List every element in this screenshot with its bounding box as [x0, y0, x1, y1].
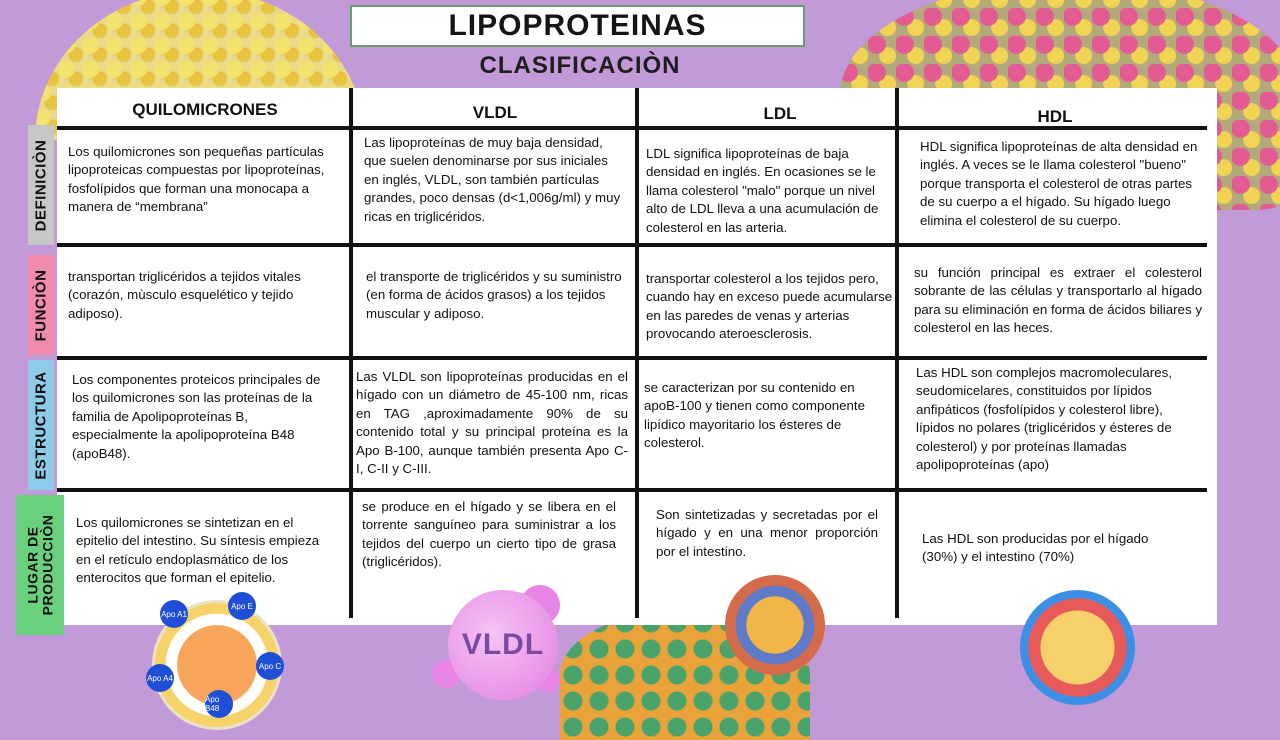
- column-header-hdl: HDL: [1037, 107, 1073, 126]
- cell-ldl-funcion: transportar colesterol a los tejidos pero, cuando hay en exceso puede acumularse en las paredes de venas y arterias provocando ateroesclerosis.: [646, 271, 893, 342]
- cell-quilomicrones-lugar: Los quilomicrones se sintetizan en el epitelio del intestino. Su síntesis empieza en el retículo endoplasmático de los enterocitos que forman el epitelio.: [76, 515, 320, 586]
- grid-line: [635, 88, 639, 618]
- grid-line: [57, 356, 1207, 360]
- row-label-funcion: FUNCIÒN: [28, 255, 54, 355]
- row-label-estructura: ESTRUCTURA: [28, 360, 54, 490]
- cell-ldl-estructura: se caracterizan por su contenido en apoB-100 y tienen como componente lipídico mayoritario los ésteres de colesterol.: [644, 380, 866, 451]
- cell-vldl-estructura: Las VLDL son lipoproteínas producidas en el hígado con un diámetro de 45-100 nm, ricas en TAG ,aproximadamente 90% de su contenido total y su principal proteína es la Apo B-100, aunque también presenta Apo C-I, C-II y C-III.: [356, 369, 628, 477]
- cell-quilomicrones-estructura: Los componentes proteicos principales de los quilomicrones son las proteínas de la familia de Apolipoproteínas B, especialmente la apolipoproteína B48 (apoB48).: [72, 372, 321, 461]
- apo-badge: Apo A1: [160, 600, 188, 628]
- cell-vldl-lugar: se produce en el hígado y se libera en el torrente sanguíneo para suministrar a los tejidos del cuerpo un cierto tipo de grasa (triglicéridos).: [362, 499, 616, 570]
- cell-vldl-funcion: el transporte de triglicéridos y su suministro (en forma de ácidos grasos) a los tejidos muscular y adiposo.: [366, 269, 622, 321]
- cell-hdl-definicion: HDL significa lipoproteínas de alta densidad en inglés. A veces se le llama colesterol "bueno" porque transporta el colesterol de otras partes de su cuerpo a el hígado. Su hígado luego elimina el colesterol de su cuerpo.: [920, 139, 1198, 228]
- row-label-definicion: DEFINICIÒN: [28, 125, 54, 245]
- grid-line: [895, 88, 899, 618]
- cell-hdl-estructura: Las HDL son complejos macromoleculares, seudomicelares, constituidos por lípidos anfipáticos (fosfolípidos y colesterol libre), lípidos no polares (triglicéridos y ésteres de colesterol) y por proteínas llamadas apolipoproteínas (apo): [916, 365, 1172, 473]
- cell-hdl-funcion: su función principal es extraer el colesterol sobrante de las células y transportarlo al hígado para su eliminación en forma de ácidos biliares y colesterol en las heces.: [914, 265, 1202, 336]
- column-header-vldl: VLDL: [472, 103, 518, 122]
- grid-line: [57, 126, 1207, 130]
- apo-badge: Apo E: [228, 592, 256, 620]
- cell-ldl-lugar: Son sintetizadas y secretadas por el hígado y en una menor proporción por el intestino.: [656, 507, 878, 559]
- apo-badge: Apo A4: [146, 664, 174, 692]
- apo-badge: Apo B48: [205, 690, 233, 718]
- vldl-logo: VLDL: [448, 590, 558, 700]
- page-subtitle: CLASIFICACIÒN: [479, 52, 681, 79]
- cell-quilomicrones-definicion: Los quilomicrones son pequeñas partículas lipoproteicas compuestas por lipoproteínas, fosfolípidos que forman una monocapa a manera de “membrana”: [68, 144, 325, 215]
- hdl-illustration: [1020, 590, 1135, 705]
- ldl-illustration: [725, 575, 825, 675]
- column-header-quilomicrones: QUILOMICRONES: [132, 100, 278, 119]
- row-label-lugar-de-produccion: LUGAR DE PRODUCCIÒN: [16, 495, 64, 635]
- page-title: LIPOPROTEINAS: [350, 5, 805, 47]
- cell-ldl-definicion: LDL significa lipoproteínas de baja densidad en inglés. En ocasiones se le llama colesterol "malo" porque un nivel alto de LDL lleva a una acumulación de colesterol en las arteria.: [646, 146, 879, 235]
- apo-badge: Apo C: [256, 652, 284, 680]
- grid-line: [349, 88, 353, 618]
- cell-hdl-lugar: Las HDL son producidas por el hígado (30%) y el intestino (70%): [922, 531, 1149, 565]
- grid-line: [57, 488, 1207, 492]
- column-header-ldl: LDL: [763, 104, 797, 123]
- cell-quilomicrones-funcion: transportan triglicéridos a tejidos vitales (corazón, mùsculo esquelético y tejido adiposo).: [68, 269, 301, 321]
- grid-line: [57, 243, 1207, 247]
- cell-vldl-definicion: Las lipoproteínas de muy baja densidad, que suelen denominarse por sus iniciales en inglés, VLDL, son también partículas grandes, poco densas (d<1,006g/ml) y muy ricas en triglicéridos.: [364, 135, 621, 224]
